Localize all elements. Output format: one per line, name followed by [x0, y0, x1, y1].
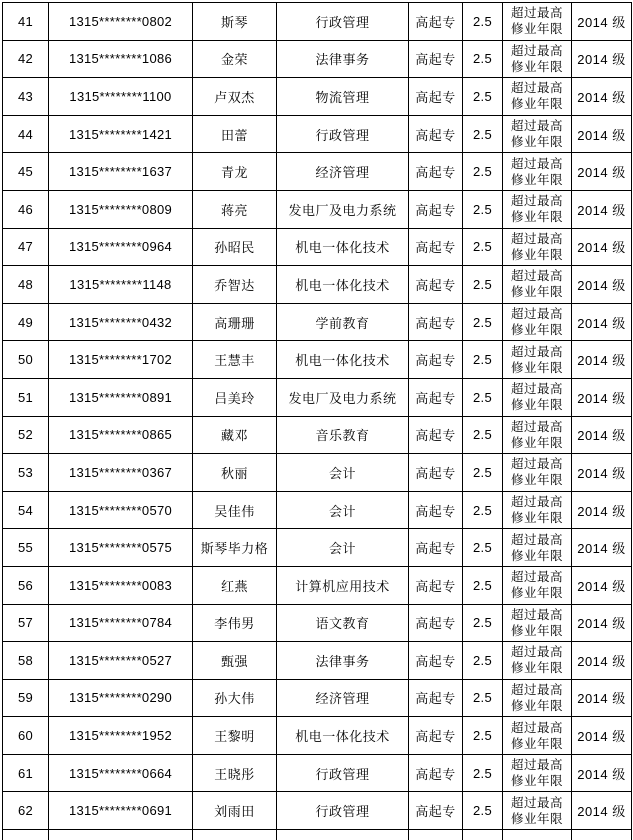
cell-study-years: 2.5 — [463, 40, 503, 78]
cell-row-number: 55 — [3, 529, 49, 567]
cell-level: 高起专 — [409, 303, 463, 341]
cell-id-number: 1315********0664 — [49, 754, 193, 792]
cell-id-number: 1315********0570 — [49, 491, 193, 529]
table-row — [3, 679, 632, 717]
cell-row-number: 57 — [3, 604, 49, 642]
cell-study-years: 2.5 — [463, 717, 503, 755]
cell-study-years: 2.5 — [463, 115, 503, 153]
table-row — [3, 792, 632, 830]
cell-status: 超过最高 修业年限 — [503, 228, 572, 266]
cell-id-number: 1315********0784 — [49, 604, 193, 642]
cell-major: 经济管理 — [277, 153, 409, 191]
cell-level: 高起专 — [409, 679, 463, 717]
cell-status: 超过最高 修业年限 — [503, 792, 572, 830]
table-row-partial — [3, 830, 632, 840]
cell-student-name: 秋丽 — [193, 454, 277, 492]
cell-study-years: 2.5 — [463, 228, 503, 266]
cell-student-name: 红燕 — [193, 566, 277, 604]
cell-id-number: 1315********0802 — [49, 3, 193, 41]
cell-study-years: 2.5 — [463, 604, 503, 642]
table-row — [3, 3, 632, 41]
cell-level: 高起专 — [409, 266, 463, 304]
table-row — [3, 40, 632, 78]
cell-id-number: 1315********0809 — [49, 190, 193, 228]
table-row — [3, 642, 632, 680]
cell-status: 超过最高 修业年限 — [503, 454, 572, 492]
cell-row-number: 49 — [3, 303, 49, 341]
cell-student-name: 李伟男 — [193, 604, 277, 642]
cell-grade: 2014 级 — [572, 378, 632, 416]
cell-status: 超过最高 修业年限 — [503, 491, 572, 529]
table-row — [3, 754, 632, 792]
cell-grade: 2014 级 — [572, 153, 632, 191]
cell-status: 超过最高 修业年限 — [503, 303, 572, 341]
cell-study-years: 2.5 — [463, 303, 503, 341]
cell-grade: 2014 级 — [572, 642, 632, 680]
cell-row-number: 41 — [3, 3, 49, 41]
cell-major: 行政管理 — [277, 3, 409, 41]
cell-id-number: 1315********0964 — [49, 228, 193, 266]
cell-student-name: 蒋亮 — [193, 190, 277, 228]
table-row — [3, 115, 632, 153]
table-row — [3, 454, 632, 492]
cell-major: 发电厂及电力系统 — [277, 378, 409, 416]
cell-study-years: 2.5 — [463, 679, 503, 717]
cell-major — [277, 830, 409, 840]
cell-student-name: 田蕾 — [193, 115, 277, 153]
cell-student-name: 斯琴 — [193, 3, 277, 41]
cell-level: 高起专 — [409, 754, 463, 792]
cell-study-years: 2.5 — [463, 3, 503, 41]
cell-study-years: 2.5 — [463, 153, 503, 191]
cell-id-number: 1315********0083 — [49, 566, 193, 604]
cell-id-number: 1315********1952 — [49, 717, 193, 755]
cell-grade: 2014 级 — [572, 454, 632, 492]
cell-status — [503, 830, 572, 840]
cell-grade: 2014 级 — [572, 228, 632, 266]
cell-grade: 2014 级 — [572, 566, 632, 604]
table-row — [3, 529, 632, 567]
cell-study-years: 2.5 — [463, 266, 503, 304]
cell-status: 超过最高 修业年限 — [503, 153, 572, 191]
table-row — [3, 416, 632, 454]
cell-level: 高起专 — [409, 416, 463, 454]
cell-row-number — [3, 830, 49, 840]
cell-major: 法律事务 — [277, 642, 409, 680]
cell-status: 超过最高 修业年限 — [503, 566, 572, 604]
cell-grade: 2014 级 — [572, 303, 632, 341]
cell-major: 会计 — [277, 529, 409, 567]
cell-id-number: 1315********0691 — [49, 792, 193, 830]
cell-row-number: 51 — [3, 378, 49, 416]
cell-status: 超过最高 修业年限 — [503, 642, 572, 680]
cell-major: 机电一体化技术 — [277, 717, 409, 755]
cell-student-name: 藏邓 — [193, 416, 277, 454]
cell-id-number: 1315********1702 — [49, 341, 193, 379]
cell-grade: 2014 级 — [572, 529, 632, 567]
cell-level: 高起专 — [409, 491, 463, 529]
cell-id-number: 1315********1148 — [49, 266, 193, 304]
cell-major: 语文教育 — [277, 604, 409, 642]
cell-row-number: 48 — [3, 266, 49, 304]
cell-row-number: 60 — [3, 717, 49, 755]
cell-student-name: 吴佳伟 — [193, 491, 277, 529]
cell-level: 高起专 — [409, 40, 463, 78]
cell-level: 高起专 — [409, 190, 463, 228]
cell-id-number: 1315********0367 — [49, 454, 193, 492]
cell-study-years: 2.5 — [463, 642, 503, 680]
cell-row-number: 61 — [3, 754, 49, 792]
cell-id-number: 1315********0891 — [49, 378, 193, 416]
cell-major: 会计 — [277, 454, 409, 492]
cell-major: 行政管理 — [277, 754, 409, 792]
cell-grade: 2014 级 — [572, 416, 632, 454]
cell-row-number: 54 — [3, 491, 49, 529]
cell-major: 行政管理 — [277, 792, 409, 830]
cell-level: 高起专 — [409, 642, 463, 680]
cell-level: 高起专 — [409, 604, 463, 642]
cell-level — [409, 830, 463, 840]
cell-study-years: 2.5 — [463, 491, 503, 529]
cell-row-number: 46 — [3, 190, 49, 228]
cell-student-name: 吕美玲 — [193, 378, 277, 416]
cell-grade: 2014 级 — [572, 679, 632, 717]
cell-grade: 2014 级 — [572, 266, 632, 304]
cell-level: 高起专 — [409, 717, 463, 755]
cell-student-name — [193, 830, 277, 840]
cell-student-name: 高珊珊 — [193, 303, 277, 341]
table-row — [3, 190, 632, 228]
cell-id-number: 1315********1637 — [49, 153, 193, 191]
cell-study-years — [463, 830, 503, 840]
cell-row-number: 53 — [3, 454, 49, 492]
cell-status: 超过最高 修业年限 — [503, 604, 572, 642]
cell-row-number: 47 — [3, 228, 49, 266]
table-row — [3, 228, 632, 266]
cell-grade: 2014 级 — [572, 3, 632, 41]
cell-study-years: 2.5 — [463, 190, 503, 228]
cell-row-number: 62 — [3, 792, 49, 830]
cell-level: 高起专 — [409, 78, 463, 116]
cell-status: 超过最高 修业年限 — [503, 190, 572, 228]
cell-grade: 2014 级 — [572, 717, 632, 755]
cell-student-name: 王黎明 — [193, 717, 277, 755]
cell-study-years: 2.5 — [463, 416, 503, 454]
cell-grade: 2014 级 — [572, 115, 632, 153]
table-row — [3, 604, 632, 642]
cell-status: 超过最高 修业年限 — [503, 679, 572, 717]
cell-row-number: 50 — [3, 341, 49, 379]
cell-id-number: 1315********0432 — [49, 303, 193, 341]
cell-row-number: 58 — [3, 642, 49, 680]
cell-student-name: 金荣 — [193, 40, 277, 78]
cell-level: 高起专 — [409, 153, 463, 191]
cell-row-number: 45 — [3, 153, 49, 191]
table-row — [3, 78, 632, 116]
cell-grade: 2014 级 — [572, 491, 632, 529]
cell-major: 计算机应用技术 — [277, 566, 409, 604]
cell-status: 超过最高 修业年限 — [503, 378, 572, 416]
cell-row-number: 59 — [3, 679, 49, 717]
cell-grade — [572, 830, 632, 840]
cell-row-number: 43 — [3, 78, 49, 116]
cell-status: 超过最高 修业年限 — [503, 341, 572, 379]
cell-level: 高起专 — [409, 378, 463, 416]
cell-grade: 2014 级 — [572, 754, 632, 792]
cell-grade: 2014 级 — [572, 792, 632, 830]
cell-row-number: 44 — [3, 115, 49, 153]
cell-id-number: 1315********1421 — [49, 115, 193, 153]
cell-level: 高起专 — [409, 341, 463, 379]
cell-student-name: 王慧丰 — [193, 341, 277, 379]
cell-grade: 2014 级 — [572, 190, 632, 228]
table-row — [3, 303, 632, 341]
cell-student-name: 刘雨田 — [193, 792, 277, 830]
table-row — [3, 717, 632, 755]
cell-status: 超过最高 修业年限 — [503, 717, 572, 755]
table-row — [3, 153, 632, 191]
table-row — [3, 491, 632, 529]
cell-study-years: 2.5 — [463, 378, 503, 416]
cell-major: 机电一体化技术 — [277, 266, 409, 304]
cell-student-name: 青龙 — [193, 153, 277, 191]
cell-study-years: 2.5 — [463, 341, 503, 379]
cell-status: 超过最高 修业年限 — [503, 78, 572, 116]
cell-id-number: 1315********0865 — [49, 416, 193, 454]
cell-major: 行政管理 — [277, 115, 409, 153]
student-roster-table — [2, 2, 632, 840]
cell-student-name: 孙大伟 — [193, 679, 277, 717]
table-row — [3, 341, 632, 379]
table-row — [3, 566, 632, 604]
cell-major: 发电厂及电力系统 — [277, 190, 409, 228]
cell-status: 超过最高 修业年限 — [503, 754, 572, 792]
cell-study-years: 2.5 — [463, 529, 503, 567]
cell-status: 超过最高 修业年限 — [503, 529, 572, 567]
cell-major: 机电一体化技术 — [277, 341, 409, 379]
cell-study-years: 2.5 — [463, 454, 503, 492]
cell-level: 高起专 — [409, 3, 463, 41]
cell-student-name: 王晓彤 — [193, 754, 277, 792]
cell-id-number: 1315********0290 — [49, 679, 193, 717]
cell-id-number: 1315********0527 — [49, 642, 193, 680]
cell-status: 超过最高 修业年限 — [503, 115, 572, 153]
cell-level: 高起专 — [409, 115, 463, 153]
cell-level: 高起专 — [409, 228, 463, 266]
cell-status: 超过最高 修业年限 — [503, 266, 572, 304]
cell-level: 高起专 — [409, 792, 463, 830]
cell-id-number: 1315********1086 — [49, 40, 193, 78]
cell-study-years: 2.5 — [463, 754, 503, 792]
cell-status: 超过最高 修业年限 — [503, 3, 572, 41]
table-body — [3, 3, 632, 840]
cell-status: 超过最高 修业年限 — [503, 40, 572, 78]
cell-student-name: 乔智达 — [193, 266, 277, 304]
cell-id-number: 1315********1100 — [49, 78, 193, 116]
cell-major: 经济管理 — [277, 679, 409, 717]
cell-level: 高起专 — [409, 529, 463, 567]
table-row — [3, 266, 632, 304]
cell-major: 机电一体化技术 — [277, 228, 409, 266]
cell-row-number: 56 — [3, 566, 49, 604]
cell-major: 法律事务 — [277, 40, 409, 78]
cell-row-number: 52 — [3, 416, 49, 454]
cell-student-name: 斯琴毕力格 — [193, 529, 277, 567]
cell-grade: 2014 级 — [572, 604, 632, 642]
cell-major: 音乐教育 — [277, 416, 409, 454]
cell-major: 学前教育 — [277, 303, 409, 341]
cell-status: 超过最高 修业年限 — [503, 416, 572, 454]
cell-study-years: 2.5 — [463, 566, 503, 604]
cell-id-number — [49, 830, 193, 840]
cell-student-name: 甄强 — [193, 642, 277, 680]
cell-level: 高起专 — [409, 566, 463, 604]
cell-study-years: 2.5 — [463, 792, 503, 830]
cell-grade: 2014 级 — [572, 40, 632, 78]
cell-major: 物流管理 — [277, 78, 409, 116]
cell-study-years: 2.5 — [463, 78, 503, 116]
cell-student-name: 卢双杰 — [193, 78, 277, 116]
cell-grade: 2014 级 — [572, 78, 632, 116]
cell-id-number: 1315********0575 — [49, 529, 193, 567]
cell-level: 高起专 — [409, 454, 463, 492]
cell-grade: 2014 级 — [572, 341, 632, 379]
table-row — [3, 378, 632, 416]
cell-row-number: 42 — [3, 40, 49, 78]
cell-major: 会计 — [277, 491, 409, 529]
cell-student-name: 孙昭民 — [193, 228, 277, 266]
